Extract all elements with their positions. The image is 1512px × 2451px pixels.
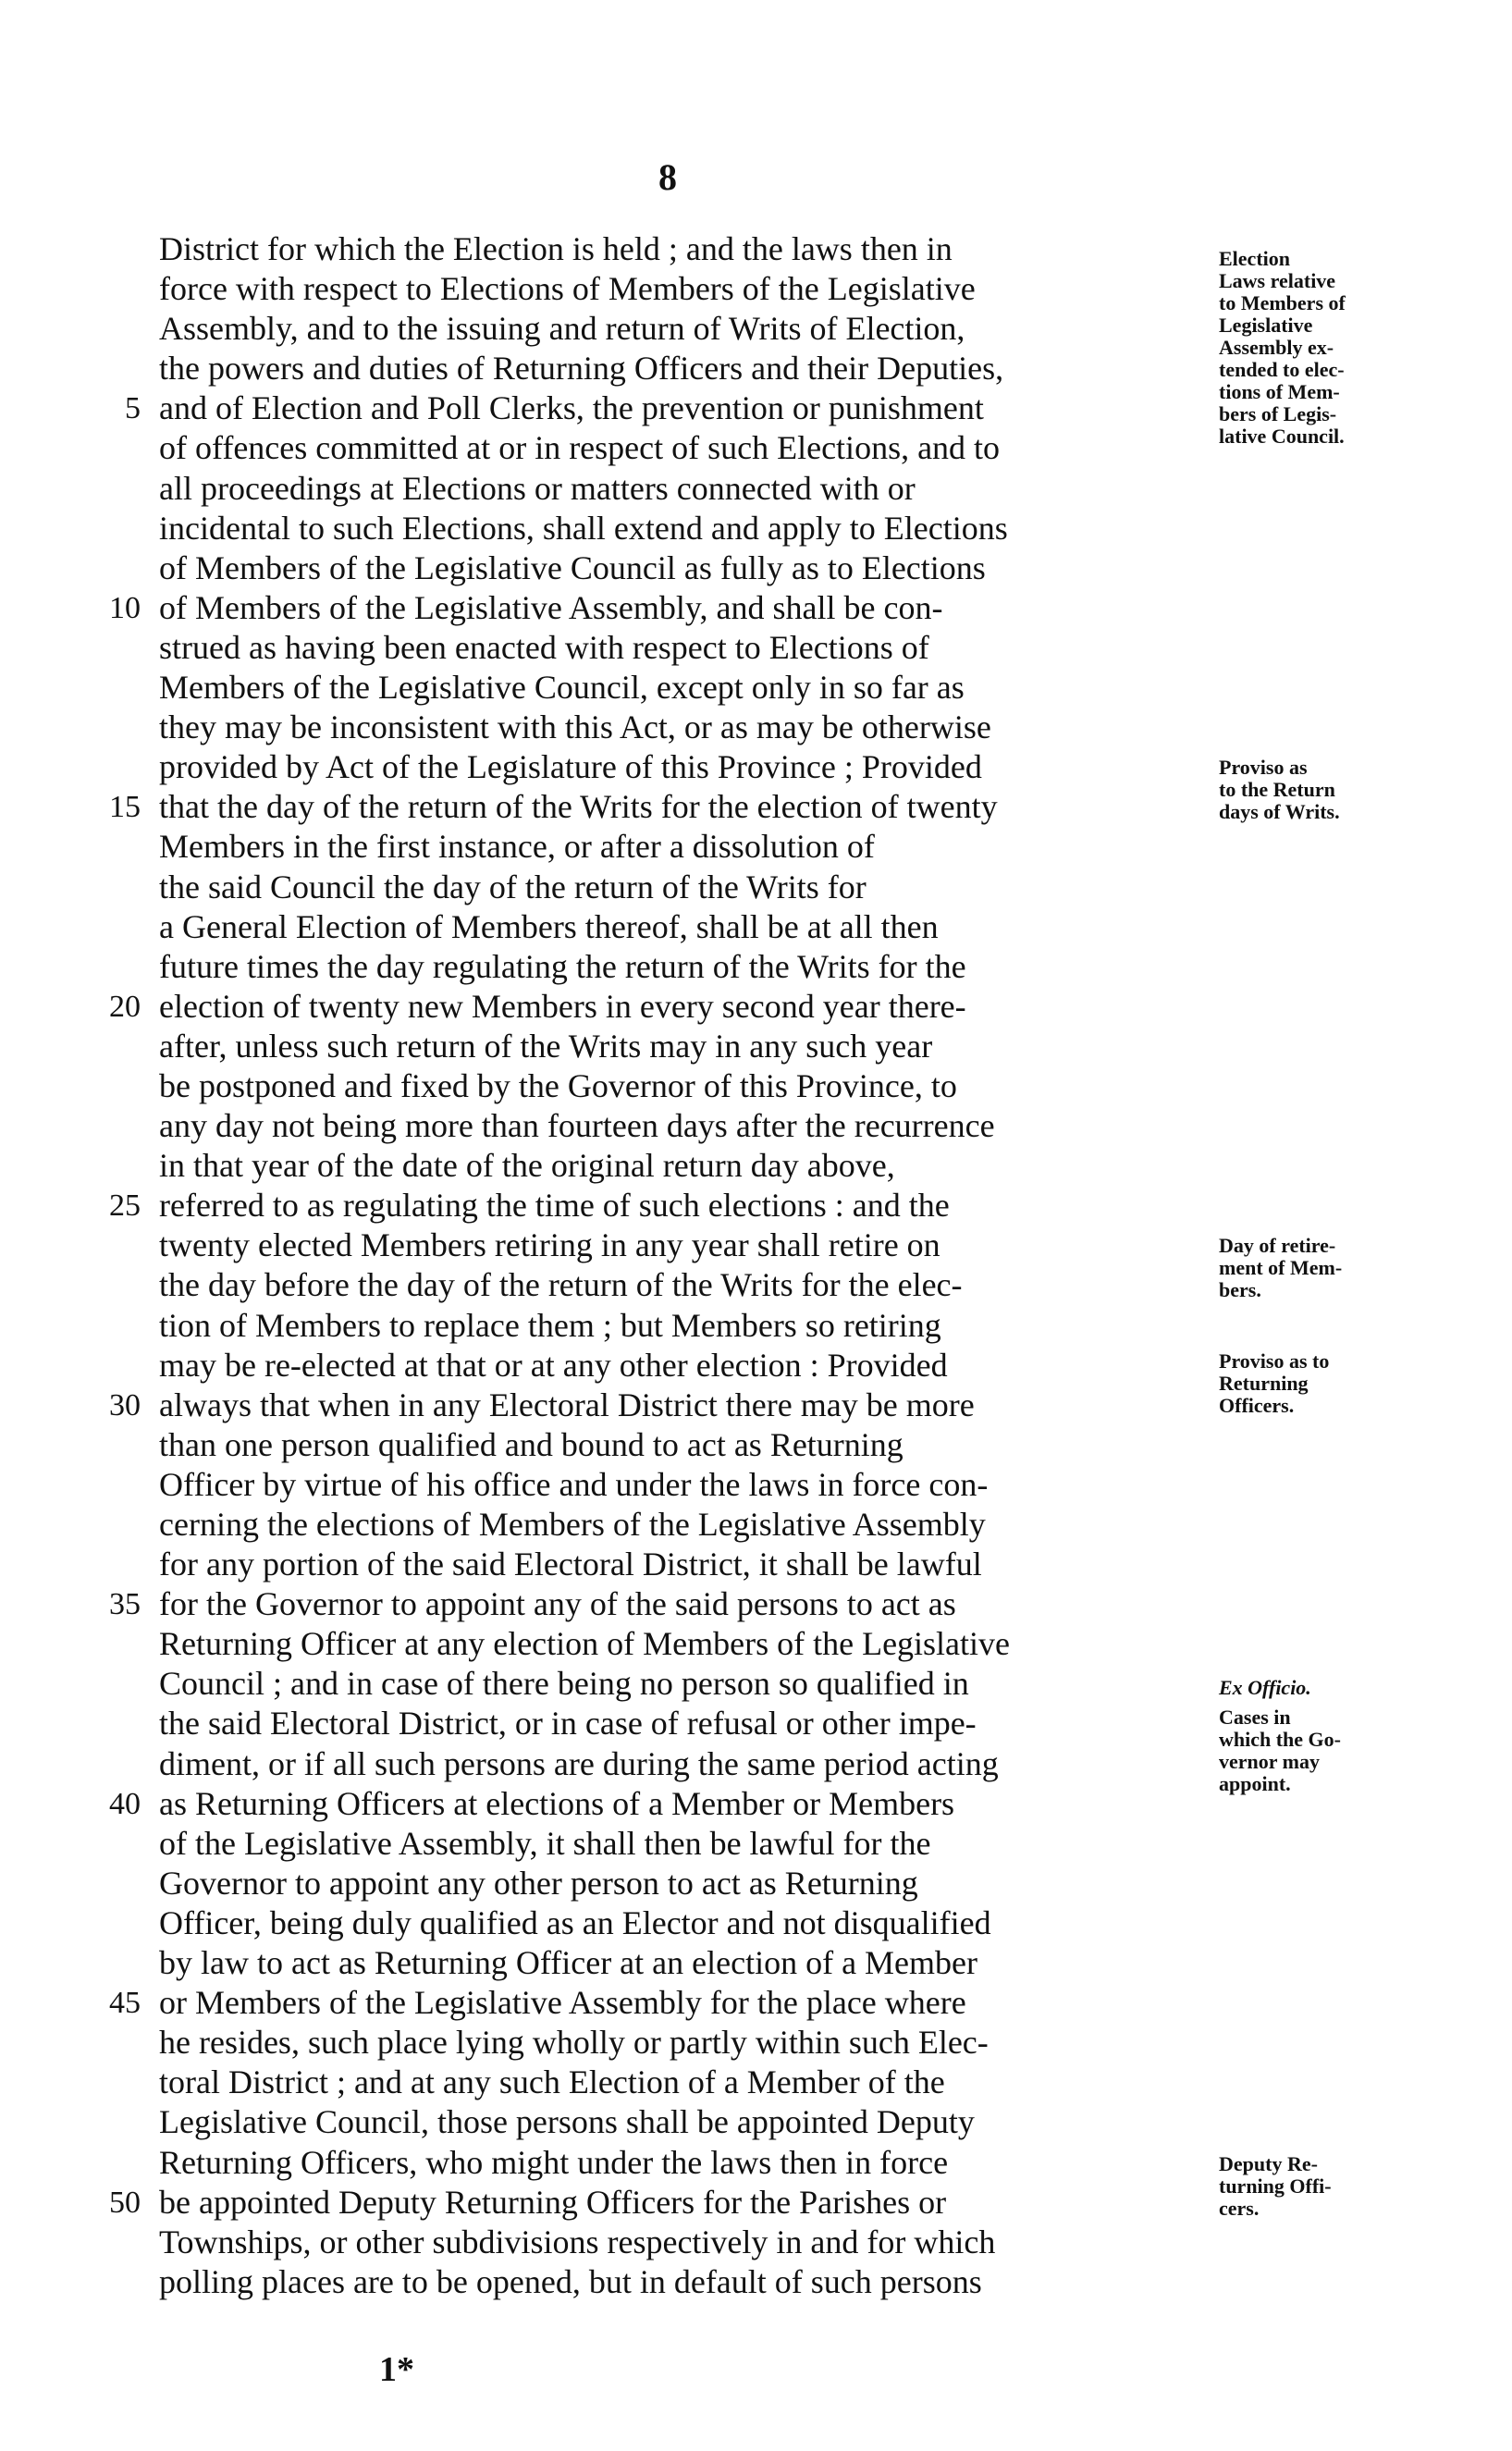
text-line [159, 1744, 1223, 1784]
text-line [159, 1106, 1223, 1146]
line-text: for the Governor to appoint any of the said persons to act as [159, 1585, 956, 1623]
text-line [159, 2223, 1223, 2262]
line-number: 10 [109, 590, 141, 625]
line-text: that the day of the return of the Writs for the election of twenty [159, 788, 998, 826]
line-text: twenty elected Members retiring in any year shall retire on [159, 1226, 940, 1264]
text-line [159, 469, 1223, 509]
line-text: by law to act as Returning Officer at an election of a Member [159, 1944, 978, 1982]
line-text: for any portion of the said Electoral District, it shall be lawful [159, 1546, 982, 1583]
line-text: Legislative Council, those persons shall be appointed Deputy [159, 2103, 975, 2141]
line-number: 15 [109, 790, 141, 825]
line-text: of Members of the Legislative Assembly, and shall be con- [159, 588, 943, 626]
text-line [109, 588, 1223, 628]
line-text: a General Election of Members thereof, shall be at all then [159, 907, 939, 945]
line-text: election of twenty new Members in every second year there- [159, 987, 966, 1025]
margin-note-proviso-returning [1219, 1350, 1496, 1417]
line-text: Returning Officer at any election of Members of the Legislative [159, 1625, 1011, 1663]
margin-note-day-of-retirement [1219, 1235, 1496, 1301]
line-text: cerning the elections of Members of the Legislative Assembly [159, 1506, 986, 1543]
margin-note-ex-officio [1219, 1677, 1496, 1699]
line-text: and of Election and Poll Clerks, the prevention or punishment [159, 389, 984, 427]
margin-note-line: tended to elec- [1219, 358, 1345, 381]
line-text: incidental to such Elections, shall extend and apply to Elections [159, 509, 1008, 547]
margin-note-line: Cases in [1219, 1706, 1291, 1729]
margin-note-line: to the Return [1219, 778, 1335, 801]
text-line [109, 987, 1223, 1027]
text-line [159, 868, 1223, 907]
text-line [109, 1784, 1223, 1824]
margin-note-line: Laws relative [1219, 269, 1336, 292]
text-line [159, 1943, 1223, 1983]
text-line [159, 747, 1223, 787]
text-line [109, 1983, 1223, 2023]
line-text: Members in the first instance, or after a dissolution of [159, 828, 875, 866]
line-text: polling places are to be opened, but in default of such persons [159, 2262, 982, 2300]
line-text: Officer, being duly qualified as an Elector and not disqualified [159, 1903, 991, 1941]
line-text: the powers and duties of Returning Officers and their Deputies, [159, 350, 1004, 388]
line-text: Members of the Legislative Council, except only in so far as [159, 669, 965, 707]
line-text: always that when in any Electoral District there may be more [159, 1386, 975, 1423]
text-line [159, 2063, 1223, 2102]
line-text: after, unless such return of the Writs may in any such year [159, 1027, 933, 1065]
margin-note-line: lative Council. [1219, 425, 1345, 448]
text-line [159, 708, 1223, 747]
line-text: Officer by virtue of his office and under the laws in force con- [159, 1465, 989, 1503]
text-line [159, 309, 1223, 349]
margin-note-line: turning Offi- [1219, 2174, 1332, 2198]
margin-note-line: Deputy Re- [1219, 2152, 1318, 2175]
text-line [159, 1226, 1223, 1265]
margin-note-election-laws [1219, 248, 1496, 448]
text-line [159, 827, 1223, 867]
line-text: tion of Members to replace them ; but Members so retiring [159, 1306, 941, 1344]
text-line [159, 1824, 1223, 1864]
text-line [159, 628, 1223, 668]
line-text: the said Electoral District, or in case of refusal or other impe- [159, 1705, 977, 1743]
line-text: District for which the Election is held ; and the laws then in [159, 230, 953, 267]
line-number: 35 [109, 1587, 141, 1622]
margin-note-cases [1219, 1706, 1496, 1795]
text-line [159, 2262, 1223, 2302]
body-text [109, 229, 1223, 2302]
line-text: than one person qualified and bound to act as Returning [159, 1425, 904, 1463]
line-text: as Returning Officers at elections of a Member or Members [159, 1784, 955, 1822]
margin-note-line: tions of Mem- [1219, 380, 1340, 403]
text-line [159, 1624, 1223, 1664]
line-number: 50 [109, 2185, 141, 2220]
line-text: all proceedings at Elections or matters connected with or [159, 469, 916, 507]
line-text: the day before the day of the return of the Writs for the elec- [159, 1266, 963, 1304]
line-text: of offences committed at or in respect of such Elections, and to [159, 429, 1001, 467]
text-line [159, 428, 1223, 468]
text-line [109, 1186, 1223, 1226]
text-line [159, 1066, 1223, 1106]
margin-note-line: Day of retire- [1219, 1234, 1336, 1257]
text-line [159, 1027, 1223, 1066]
line-number: 25 [109, 1189, 141, 1224]
text-line [125, 388, 1223, 428]
text-line [159, 548, 1223, 588]
margin-note-line: ment of Mem- [1219, 1256, 1343, 1279]
margin-note-line: Ex Officio. [1219, 1676, 1311, 1699]
line-text: of Members of the Legislative Council as fully as to Elections [159, 548, 986, 586]
line-text: toral District ; and at any such Election of a Member of the [159, 2063, 945, 2101]
text-line [159, 1903, 1223, 1943]
line-text: force with respect to Elections of Members of the Legislative [159, 270, 976, 308]
margin-note-line: Proviso as [1219, 756, 1308, 779]
margin-note-line: Proviso as to [1219, 1349, 1330, 1373]
page-number: 8 [658, 156, 677, 198]
line-number: 5 [125, 391, 141, 426]
line-text: of the Legislative Assembly, it shall then be lawful for the [159, 1824, 931, 1862]
line-text: Returning Officers, who might under the laws then in force [159, 2143, 949, 2181]
signature-mark: 1* [379, 2350, 414, 2389]
text-line [109, 787, 1223, 827]
margin-note-line: appoint. [1219, 1772, 1291, 1795]
line-text: Council ; and in case of there being no person so qualified in [159, 1665, 969, 1703]
line-text: the said Council the day of the return of the Writs for [159, 868, 867, 905]
text-line [159, 1346, 1223, 1386]
line-number: 45 [109, 1986, 141, 2021]
margin-note-line: Assembly ex- [1219, 336, 1334, 359]
line-number: 30 [109, 1387, 141, 1423]
text-line [159, 668, 1223, 708]
text-line [159, 349, 1223, 388]
text-line [159, 229, 1223, 269]
line-text: may be re-elected at that or at any other election : Provided [159, 1346, 948, 1384]
margin-note-line: vernor may [1219, 1750, 1320, 1773]
line-text: diment, or if all such persons are during the same period acting [159, 1744, 999, 1782]
line-text: Townships, or other subdivisions respectively in and for which [159, 2223, 996, 2260]
text-line [159, 1465, 1223, 1505]
line-text: Assembly, and to the issuing and return of Writs of Election, [159, 310, 965, 348]
line-text: be postponed and fixed by the Governor of this Province, to [159, 1066, 957, 1104]
margin-note-line: bers. [1219, 1278, 1261, 1301]
line-text: he resides, such place lying wholly or partly within such Elec- [159, 2024, 989, 2062]
text-line [109, 2183, 1223, 2223]
line-text: strued as having been enacted with respect to Elections of [159, 628, 929, 666]
margin-note-line: Returning [1219, 1372, 1309, 1395]
line-number: 20 [109, 989, 141, 1024]
text-line [159, 1306, 1223, 1346]
margin-note-line: Election [1219, 247, 1290, 270]
margin-note-line: Legislative [1219, 314, 1313, 337]
margin-note-line: Officers. [1219, 1394, 1295, 1417]
line-text: Governor to appoint any other person to act as Returning [159, 1864, 918, 1902]
text-line [159, 2143, 1223, 2183]
text-line [159, 1505, 1223, 1545]
text-line [109, 1386, 1223, 1425]
line-text: they may be inconsistent with this Act, or as may be otherwise [159, 708, 991, 746]
text-line [159, 509, 1223, 548]
text-line [159, 269, 1223, 309]
text-line [159, 1864, 1223, 1903]
line-number: 40 [109, 1786, 141, 1821]
margin-note-line: cers. [1219, 2197, 1260, 2220]
text-line [159, 2102, 1223, 2142]
line-text: any day not being more than fourteen days after the recurrence [159, 1107, 995, 1145]
line-text: be appointed Deputy Returning Officers for the Parishes or [159, 2183, 947, 2221]
text-line [159, 1425, 1223, 1465]
line-text: or Members of the Legislative Assembly for the place where [159, 1984, 966, 2022]
text-line [159, 1664, 1223, 1704]
line-text: provided by Act of the Legislature of this Province ; Provided [159, 748, 982, 786]
margin-note-line: bers of Legis- [1219, 402, 1337, 425]
text-line [109, 1584, 1223, 1624]
text-line [159, 2023, 1223, 2063]
line-text: referred to as regulating the time of such elections : and the [159, 1187, 950, 1225]
text-line [159, 1704, 1223, 1743]
margin-note-line: to Members of [1219, 291, 1346, 314]
text-line [159, 907, 1223, 947]
text-line [159, 1545, 1223, 1584]
margin-note-line: which the Go- [1219, 1728, 1341, 1751]
margin-note-line: days of Writs. [1219, 800, 1340, 823]
line-text: future times the day regulating the return of the Writs for the [159, 947, 966, 985]
margin-note-proviso-return [1219, 757, 1496, 823]
text-line [159, 947, 1223, 987]
text-line [159, 1265, 1223, 1305]
margin-note-deputy [1219, 2153, 1496, 2220]
line-text: in that year of the date of the original return day above, [159, 1147, 895, 1185]
text-line [159, 1146, 1223, 1186]
